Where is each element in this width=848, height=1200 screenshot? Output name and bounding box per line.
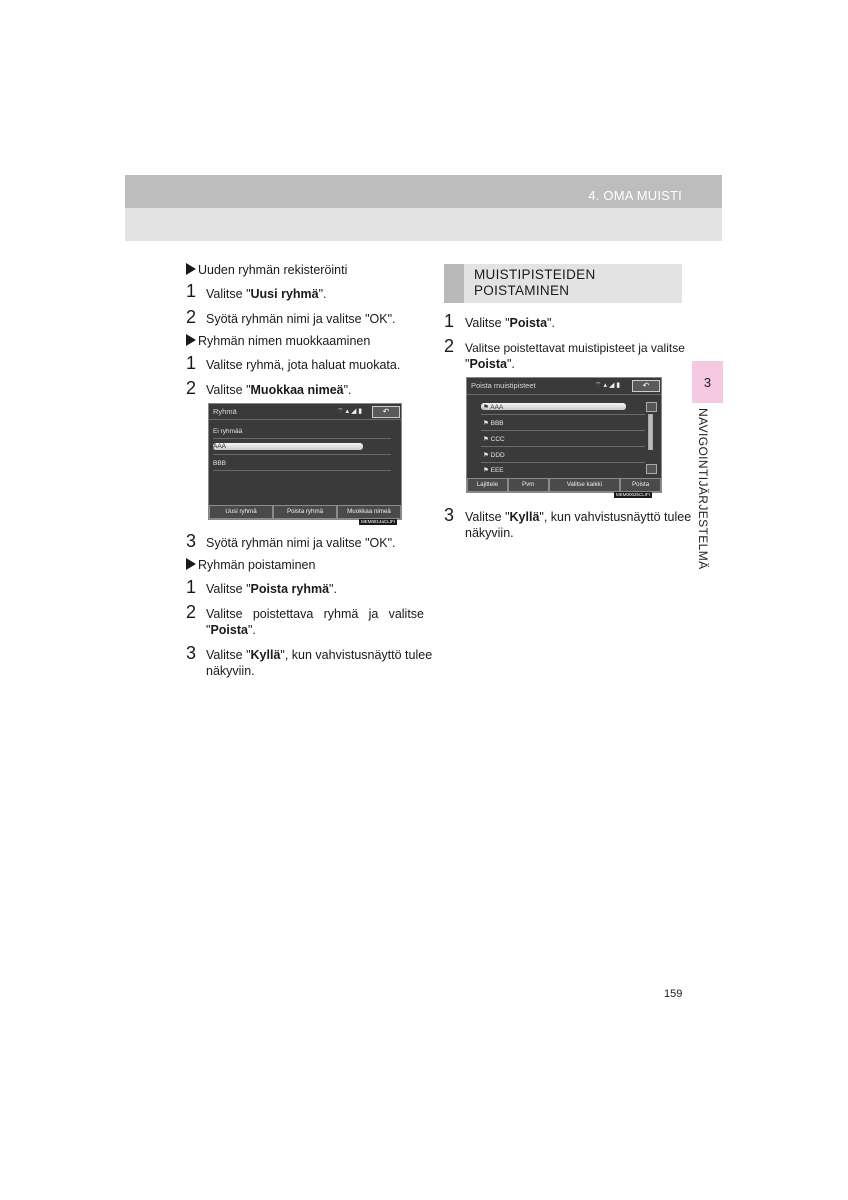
chapter-tab: 3 <box>692 361 723 403</box>
flag-icon: ⚑ <box>483 420 491 427</box>
status-icons: ⌔ ▴ ◢ ▮ <box>595 382 621 389</box>
step-text: Syötä ryhmän nimi ja valitse "OK". <box>206 536 396 550</box>
new-group-button[interactable]: Uusi ryhmä <box>209 505 273 519</box>
back-button[interactable] <box>632 380 660 392</box>
scroll-up-button[interactable] <box>646 402 657 412</box>
sort-button[interactable]: Lajittele <box>467 478 508 492</box>
step-text: "Poista". <box>465 357 515 371</box>
heading-line-2: POISTAMINEN <box>474 283 570 298</box>
header-band <box>125 175 722 208</box>
step-text: Valitse "Poista ryhmä". <box>206 582 337 596</box>
flag-icon: ⚑ <box>483 404 491 411</box>
scroll-down-button[interactable] <box>646 464 657 474</box>
step-number: 2 <box>444 336 455 356</box>
step-text: "Poista". <box>206 623 256 637</box>
delete-memory-points-screen <box>466 377 662 493</box>
back-button[interactable] <box>372 406 400 418</box>
back-arrow-icon: ↶ <box>382 407 390 416</box>
section-heading <box>444 264 682 303</box>
delete-group-button[interactable]: Poista ryhmä <box>273 505 337 519</box>
step-text: Valitse poistettava ryhmä ja valitse <box>206 607 424 621</box>
flag-icon: ⚑ <box>483 452 491 459</box>
step-number: 2 <box>186 602 197 622</box>
list-item[interactable]: Ei ryhmää <box>213 428 243 435</box>
step-number: 1 <box>186 281 197 301</box>
step-text: Syötä ryhmän nimi ja valitse "OK". <box>206 312 396 326</box>
step-text: Valitse ryhmä, jota haluat muokata. <box>206 358 401 372</box>
bullet-new-group: Uuden ryhmän rekisteröinti <box>186 262 347 278</box>
triangle-bullet-icon <box>186 263 196 275</box>
step-number: 2 <box>186 307 197 327</box>
section-title: 4. OMA MUISTI <box>588 188 682 203</box>
select-all-button[interactable]: Valitse kaikki <box>549 478 621 492</box>
step-number: 3 <box>186 531 197 551</box>
flag-icon: ⚑ <box>483 436 491 443</box>
step-text: näkyviin. <box>206 664 255 678</box>
step-text: Valitse "Kyllä", kun vahvistusnäyttö tulee <box>206 648 433 662</box>
step-number: 3 <box>186 643 197 663</box>
step-number: 2 <box>186 378 197 398</box>
date-button[interactable]: Pvm <box>508 478 549 492</box>
button-bar <box>467 478 661 492</box>
triangle-bullet-icon <box>186 334 196 346</box>
list-item[interactable]: ⚑ AAA <box>483 404 504 411</box>
list-item[interactable]: BBB <box>213 460 227 467</box>
page-number: 159 <box>664 988 683 1000</box>
selected-item-highlight <box>213 443 363 450</box>
delete-button[interactable]: Poista <box>620 478 661 492</box>
list-item[interactable]: ⚑ EEE <box>483 467 504 474</box>
image-code: MEM0814aCLIFI <box>361 519 396 524</box>
list-item[interactable]: AAA <box>213 443 227 450</box>
header-subband <box>125 208 722 241</box>
step-text: Valitse poistettavat muistipisteet ja valitse <box>465 341 685 355</box>
bullet-delete-group: Ryhmän poistaminen <box>186 557 315 573</box>
button-bar <box>209 505 401 519</box>
step-number: 1 <box>444 311 455 331</box>
list-item[interactable]: ⚑ DDD <box>483 452 505 459</box>
group-screen <box>208 403 402 520</box>
chapter-label: NAVIGOINTIJÄRJESTELMÄ <box>696 408 710 570</box>
image-code: MEM0002bCLIFI <box>616 492 651 497</box>
triangle-bullet-icon <box>186 558 196 570</box>
step-text: Valitse "Poista". <box>465 316 555 330</box>
step-text: Valitse "Muokkaa nimeä". <box>206 383 352 397</box>
step-text: Valitse "Uusi ryhmä". <box>206 287 327 301</box>
heading-line-1: MUISTIPISTEIDEN <box>474 267 596 282</box>
step-text: Valitse "Kyllä", kun vahvistusnäyttö tulee <box>465 510 692 524</box>
list-item[interactable]: ⚑ BBB <box>483 420 504 427</box>
list-item[interactable]: ⚑ CCC <box>483 436 505 443</box>
scrollbar[interactable] <box>648 414 653 450</box>
step-number: 1 <box>186 577 197 597</box>
edit-name-button[interactable]: Muokkaa nimeä <box>337 505 401 519</box>
flag-icon: ⚑ <box>483 467 491 474</box>
screen-title: Poista muistipisteet <box>471 381 536 390</box>
step-text: näkyviin. <box>465 526 514 540</box>
step-number: 1 <box>186 353 197 373</box>
step-number: 3 <box>444 505 455 525</box>
status-icons: ⌔ ▴ ◢ ▮ <box>337 408 363 415</box>
back-arrow-icon: ↶ <box>642 381 650 390</box>
bullet-edit-name: Ryhmän nimen muokkaaminen <box>186 333 370 349</box>
screen-title: Ryhmä <box>213 407 237 416</box>
